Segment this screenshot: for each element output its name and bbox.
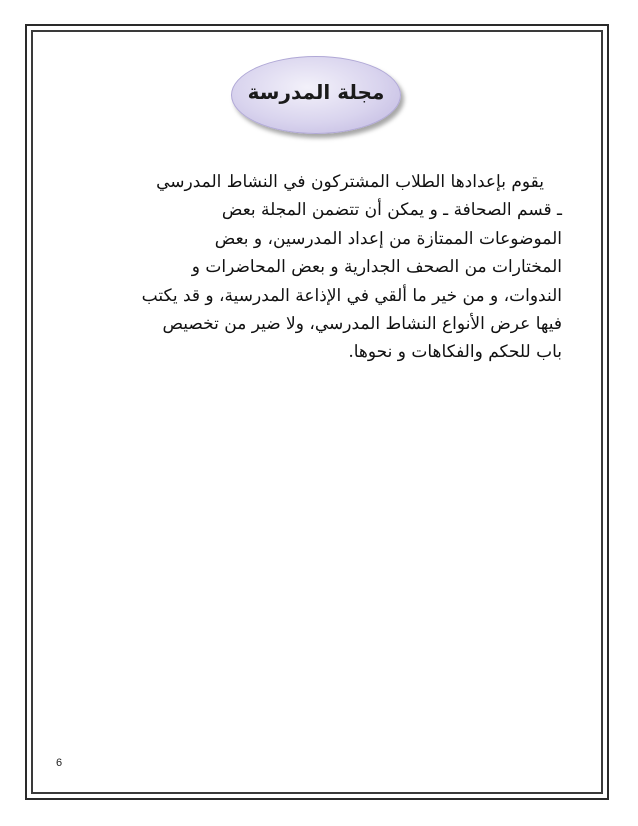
- paragraph-line: فيها عرض الأنواع النشاط المدرسي، ولا ضير من تخصيص: [162, 314, 562, 335]
- paragraph-line: المختارات من الصحف الجدارية و بعض المحاضرات و: [191, 257, 562, 278]
- page-title: مجلة المدرسة: [247, 80, 385, 104]
- page-number: 6: [56, 757, 63, 769]
- body-paragraph: [72, 168, 562, 367]
- page-border-inner: [31, 30, 603, 794]
- title-oval: [231, 56, 401, 134]
- paragraph-line: باب للحكم والفكاهات و نحوها.: [348, 342, 562, 363]
- paragraph-line: الندوات، و من خير ما ألقي في الإذاعة المدرسية، و قد يكتب: [141, 285, 562, 306]
- paragraph-line: ـ قسم الصحافة ـ و يمكن أن تتضمن المجلة بعض: [221, 200, 562, 221]
- paragraph-line: الموضوعات الممتازة من إعداد المدرسين، و بعض: [214, 228, 562, 249]
- paragraph-line: يقوم بإعدادها الطلاب المشتركون في النشاط المدرسي: [156, 172, 544, 192]
